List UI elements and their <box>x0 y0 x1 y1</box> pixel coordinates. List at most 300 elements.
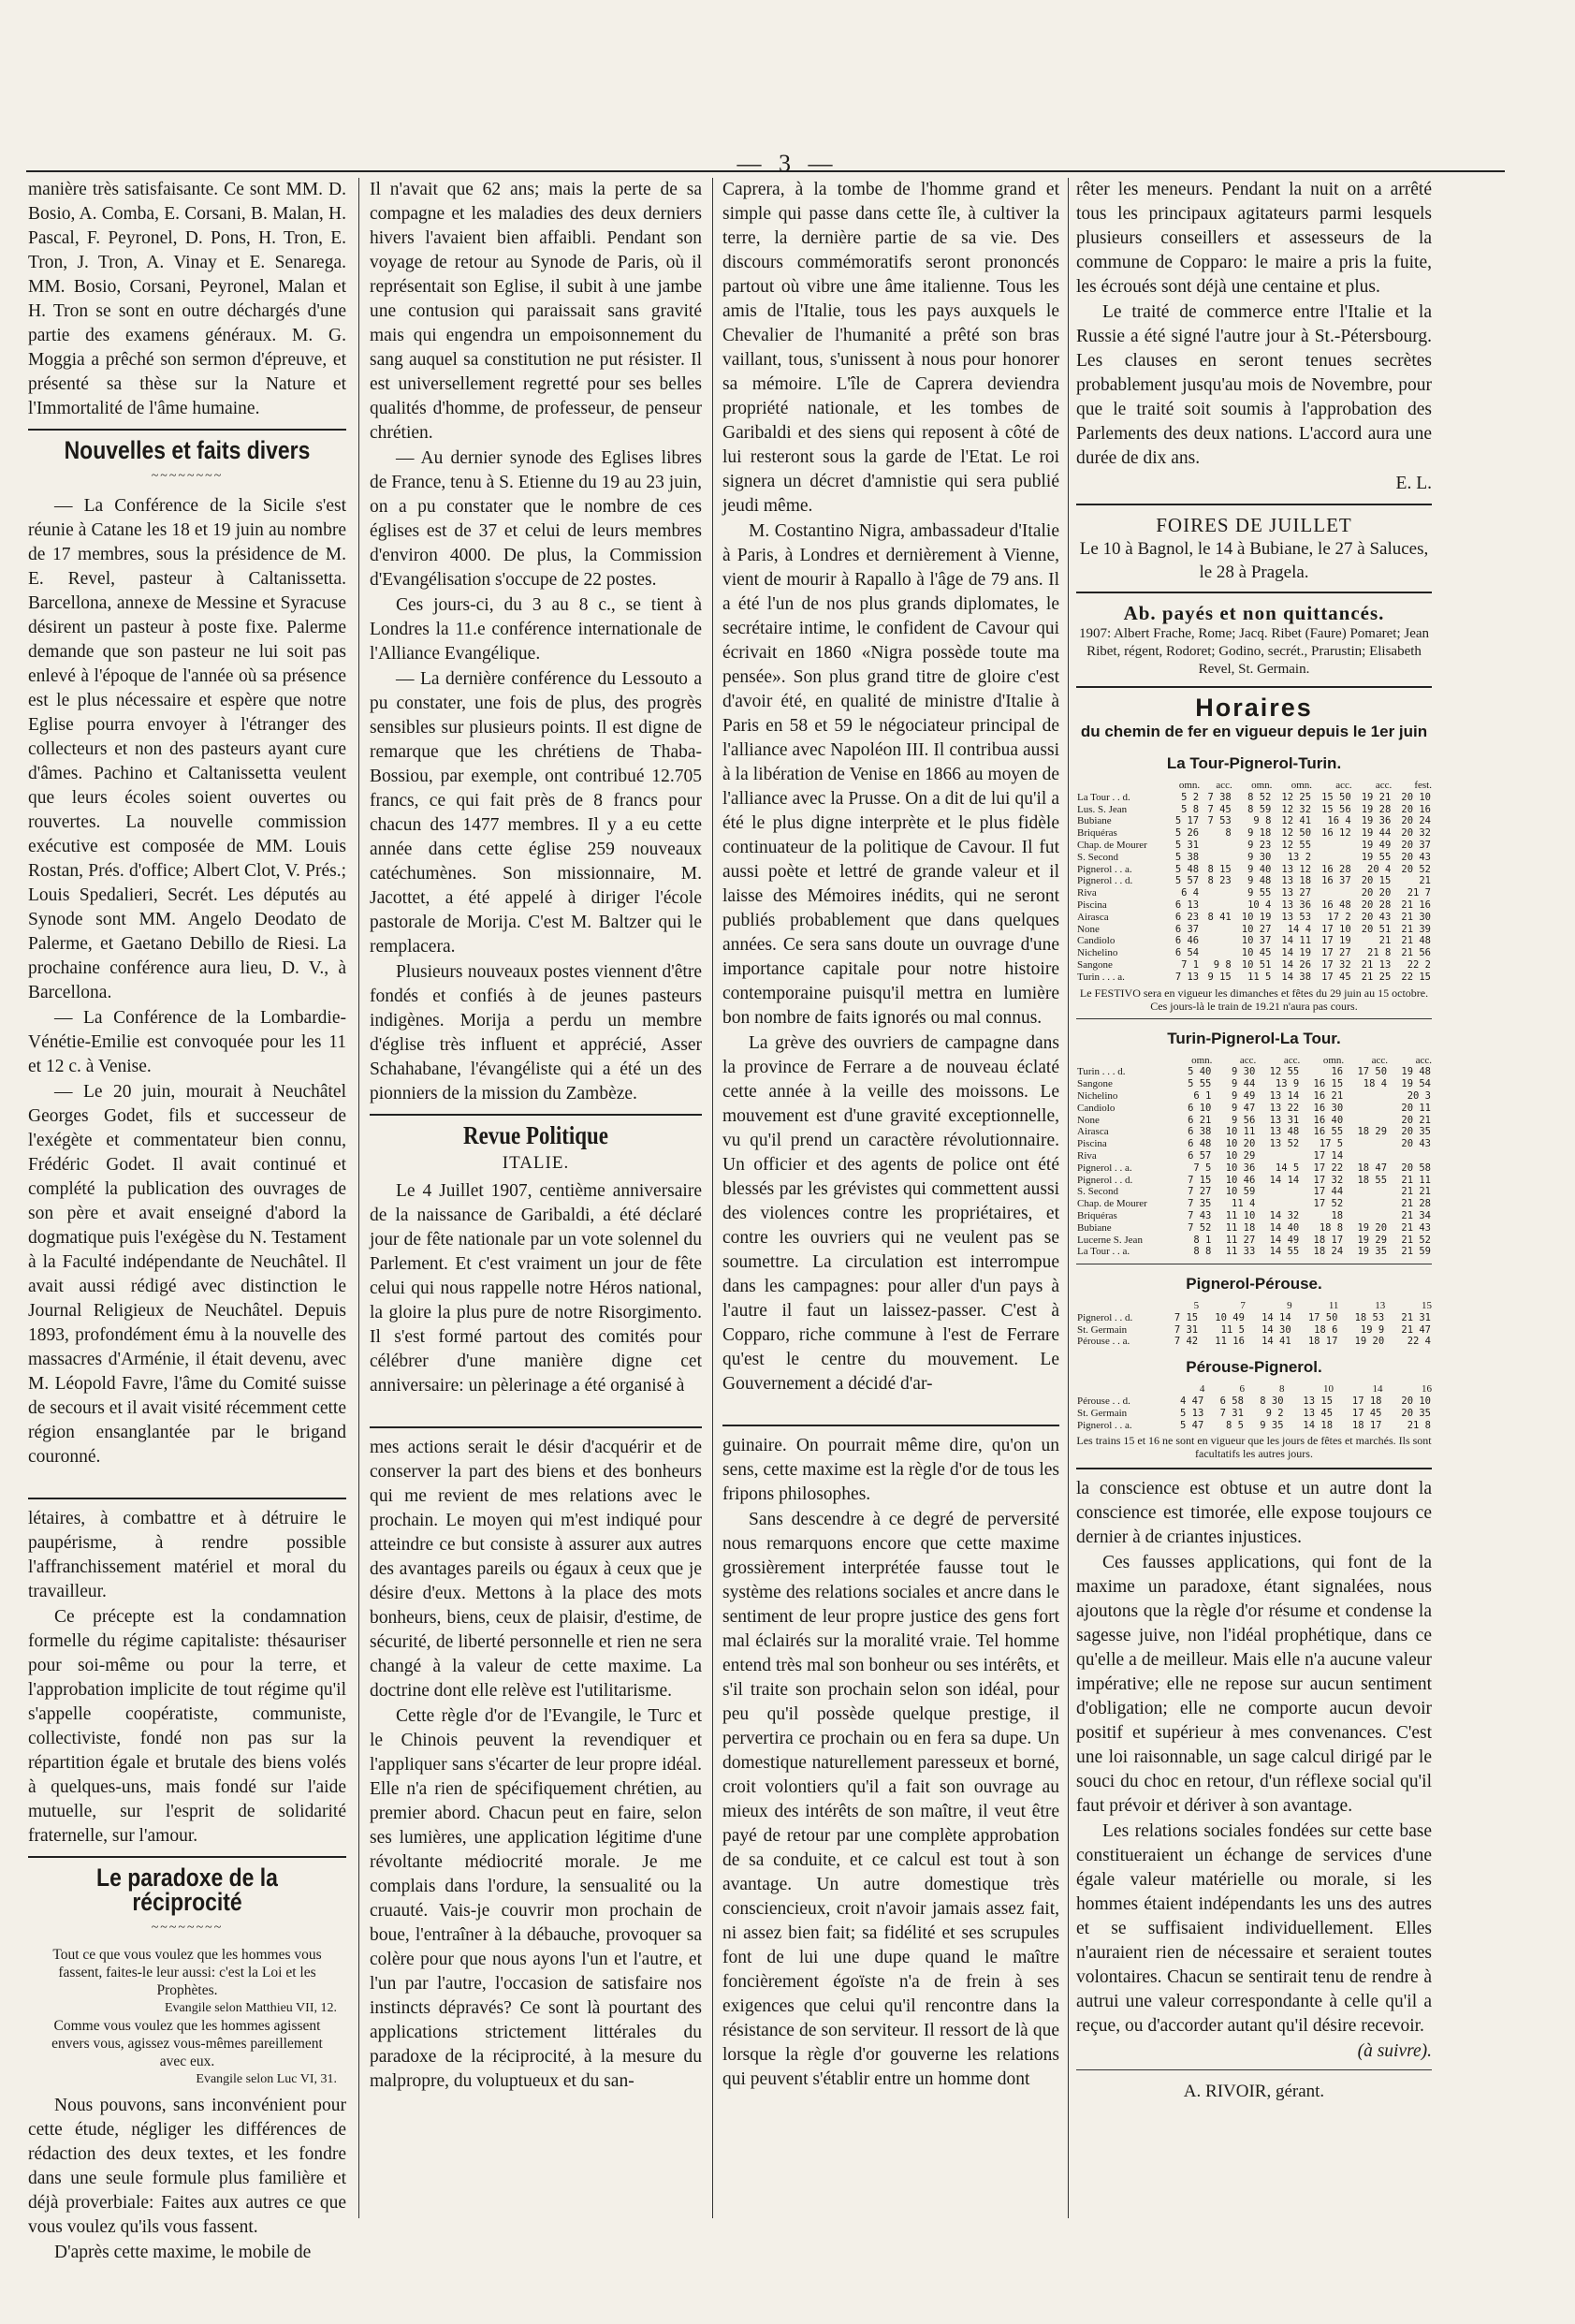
train-time: 14 49 <box>1269 1234 1300 1246</box>
train-time: 14 30 <box>1261 1323 1291 1336</box>
train-time: 14 40 <box>1269 1221 1300 1234</box>
timetable-note: Les trains 15 et 16 ne sont en vigueur que les jours de fêtes et marchés. Ils sont facultatifs les autres jours. <box>1076 1434 1432 1461</box>
timetable-row <box>1076 1150 1432 1162</box>
timetable-header-cell: 11 <box>1328 1300 1339 1312</box>
timetable-row <box>1076 1235 1432 1247</box>
train-time: 13 22 <box>1269 1102 1300 1114</box>
section-rule <box>1076 686 1432 688</box>
article-text: Il n'avait que 62 ans; mais la perte de sa compagne et les maladies des deux derniers hivers l'avaient bien affaibli. Pendant son voyage de retour au Synode de Paris, où il représentait son Eglise, il subit à une jambe une contusion qui paraissait sans gravité mais qui engendra un empoisonnement du sang auquel sa constitution ne put résister. Il est universellement regretté pour ses belles qualités d'homme, de professeur, de penseur chrétien. <box>370 180 702 443</box>
train-time: 18 55 <box>1357 1174 1388 1186</box>
train-time: 19 28 <box>1361 803 1392 815</box>
train-time: 10 4 <box>1247 899 1272 911</box>
train-time: 10 20 <box>1225 1138 1256 1150</box>
station-name: Chap. de Mourer <box>1077 839 1147 851</box>
article-text: rêter les meneurs. Pendant la nuit on a arrêté tous les principaux agitateurs parmi lesquels plusieurs conseillers et assesseurs de la commune de Copparo: le maire a pris la fuite, les écroués sont déjà une centaine et plus. <box>1076 180 1432 297</box>
train-time: 11 10 <box>1225 1209 1256 1221</box>
timetable-row <box>1076 1396 1432 1408</box>
train-time: 9 48 <box>1247 875 1272 887</box>
train-time <box>1200 852 1232 864</box>
train-time: 17 52 <box>1313 1198 1344 1210</box>
train-time <box>1200 947 1232 959</box>
train-time: 17 50 <box>1307 1311 1338 1323</box>
train-time: 13 45 <box>1303 1407 1334 1419</box>
train-time: 22 4 <box>1407 1336 1431 1348</box>
train-time: 18 17 <box>1307 1336 1338 1348</box>
timetable-header-cell: 8 <box>1279 1383 1285 1396</box>
train-time: 19 35 <box>1357 1246 1388 1258</box>
train-time: 21 30 <box>1401 911 1431 923</box>
page-number: — 3 — <box>736 150 839 177</box>
train-time: 7 43 <box>1188 1209 1212 1221</box>
train-time: 20 43 <box>1361 911 1392 923</box>
epigraph-source: Evangile selon Matthieu VII, 12. <box>164 2001 337 2015</box>
horaires-title: Horaires <box>1195 694 1313 722</box>
train-time: 10 27 <box>1241 923 1272 935</box>
ornament: ~~~~~~~~ <box>151 1921 224 1935</box>
timetable-row <box>1076 1138 1432 1150</box>
timetable-title: La Tour-Pignerol-Turin. <box>1166 754 1342 772</box>
timetable-header-cell: acc. <box>1283 1054 1301 1066</box>
timetable-row <box>1076 1078 1432 1090</box>
train-time: 14 5 <box>1275 1162 1300 1174</box>
station-name: Turin . . . a. <box>1077 971 1125 983</box>
timetable-row <box>1076 1312 1432 1324</box>
train-time: 5 17 <box>1174 815 1200 827</box>
train-time: 10 19 <box>1241 911 1272 923</box>
section-rule <box>370 1114 702 1116</box>
timetable-header-cell: fest. <box>1414 780 1432 791</box>
train-time: 19 21 <box>1361 791 1392 803</box>
timetable-header-cell <box>1076 1055 1176 1067</box>
train-time: 21 11 <box>1401 1174 1431 1186</box>
timetable-row <box>1076 1066 1432 1078</box>
train-time: 19 20 <box>1357 1221 1388 1234</box>
article-text: mes actions serait le désir d'acquérir et de conserver la part des biens et des bonheurs qui me revient de mes relations avec le prochain. Le moyen qui m'est indiqué pour atteindre ce but consiste à assurer aux autres des avantages pareils ou égaux à ceux que je désire d'eux. Mettons à la place des mots bonheurs, biens, ceux de plaisir, d'estime, de sécurité, de liberté personnelle et rien ne sera changé à la valeur de cette maxime. La doctrine dont elle relève est l'utilitarisme. <box>370 1438 702 1701</box>
train-time: 9 8 <box>1253 815 1272 827</box>
train-time: 17 5 <box>1319 1138 1344 1150</box>
timetable-row <box>1076 1210 1432 1222</box>
station-name: La Tour . . a. <box>1077 1246 1130 1258</box>
train-time: 17 22 <box>1313 1162 1344 1174</box>
train-time: 9 2 <box>1265 1407 1284 1419</box>
train-time: 16 4 <box>1327 815 1351 827</box>
train-time: 20 10 <box>1401 1396 1431 1408</box>
station-name: Chap. de Mourer <box>1077 1198 1147 1210</box>
train-time: 19 29 <box>1357 1234 1388 1246</box>
train-time: 6 46 <box>1174 935 1200 947</box>
train-time: 16 12 <box>1321 827 1351 840</box>
train-time: 14 19 <box>1281 947 1312 959</box>
train-time: 20 35 <box>1401 1126 1431 1138</box>
news-item: Ces jours-ci, du 3 au 8 c., se tient à Londres la 11.e conférence internationale de l'Alliance Evangélique. <box>370 595 702 664</box>
timetable-row <box>1076 840 1432 852</box>
column-4 <box>1076 178 1432 2218</box>
station-name: Pérouse . . a. <box>1077 1336 1130 1348</box>
train-time: 7 5 <box>1193 1162 1212 1174</box>
timetable-header-cell: acc. <box>1239 1054 1257 1066</box>
train-time: 20 43 <box>1401 851 1431 863</box>
author-initials: E. L. <box>1395 474 1432 493</box>
timetable <box>1076 1383 1432 1431</box>
timetable-row <box>1076 1408 1432 1420</box>
train-time: 21 21 <box>1401 1186 1431 1198</box>
train-time: 6 1 <box>1193 1089 1212 1102</box>
train-time: 18 24 <box>1313 1246 1344 1258</box>
timetable-header-cell: acc. <box>1335 780 1352 791</box>
station-name: S. Second <box>1077 1186 1118 1198</box>
timetable-header-cell: omn. <box>1291 780 1313 791</box>
section-rule <box>1076 504 1432 505</box>
news-item: Plusieurs nouveaux postes viennent d'être fondés et confiés à de jeunes pasteurs indigènes. Morija a perdu un membre d'église très influent et apprécié, Asser Schahabane, l'évangéliste qui a été un des pionniers de la mission du Zambèze. <box>370 962 702 1104</box>
train-time: 17 32 <box>1321 958 1351 971</box>
train-time: 20 51 <box>1361 923 1392 935</box>
timetable-note: Le FESTIVO sera en vigueur les dimanches et fêtes du 29 juin au 15 octobre. Ces jours-là le train de 19.21 n'aura pas cours. <box>1079 986 1429 1013</box>
train-time: 11 16 <box>1215 1336 1245 1348</box>
train-time: 5 48 <box>1174 863 1200 875</box>
train-time: 4 47 <box>1180 1396 1204 1408</box>
train-time: 17 14 <box>1313 1149 1344 1162</box>
train-time: 6 58 <box>1219 1396 1244 1408</box>
timetable-row <box>1076 792 1432 804</box>
train-time: 14 38 <box>1281 971 1312 983</box>
train-time: 18 47 <box>1357 1162 1388 1174</box>
train-time: 11 5 <box>1247 971 1272 983</box>
train-time <box>1344 1115 1388 1127</box>
signature: A. RIVOIR, gérant. <box>1183 2082 1325 2102</box>
station-name: Bubiane <box>1077 1221 1112 1234</box>
section-rule <box>1076 1018 1432 1019</box>
train-time: 8 41 <box>1207 911 1232 923</box>
train-time: 19 55 <box>1361 851 1392 863</box>
article-text: guinaire. On pourrait même dire, qu'on un sens, cette maxime est la règle d'or de tous les fripons philosophes. <box>722 1436 1059 1504</box>
train-time: 20 10 <box>1401 791 1431 803</box>
timetable-header-cell: 13 <box>1375 1300 1386 1312</box>
timetable-row <box>1076 815 1432 827</box>
train-time <box>1200 924 1232 936</box>
article-text: la conscience est obtuse et un autre dont la conscience est timorée, elle expose toujours ce dernier à de criantes injustices. <box>1076 1479 1432 1548</box>
station-name: Piscina <box>1077 1138 1107 1150</box>
top-rule <box>26 170 1505 172</box>
station-name: Sangone <box>1077 1078 1113 1090</box>
train-time <box>1256 1150 1300 1162</box>
train-time: 20 4 <box>1367 863 1392 875</box>
train-time: 9 56 <box>1232 1114 1256 1126</box>
timetable-row <box>1076 1090 1432 1103</box>
article-text: Ce précepte est la condamnation formelle du régime capitaliste: thésauriser pour soi-même ou pour la terre, et l'approbation implicite de tout régime qu'il s'appelle coopératiste, communiste, collectiviste, fondé non pas sur la répartition égale et brutale des biens volés à quelques-uns, mais fondé sur l'aide mutuelle, sur l'esprit de solidarité fraternelle, sur l'amour. <box>28 1607 346 1846</box>
train-time: 5 55 <box>1188 1078 1212 1090</box>
column-3 <box>722 178 1059 2218</box>
train-time: 9 40 <box>1247 863 1272 875</box>
train-time: 16 28 <box>1321 863 1351 875</box>
train-time: 19 36 <box>1361 815 1392 827</box>
train-time: 17 32 <box>1313 1174 1344 1186</box>
train-time: 21 13 <box>1361 958 1392 971</box>
timetable-header-row <box>1076 1383 1432 1396</box>
train-time: 17 2 <box>1327 911 1351 923</box>
train-time: 11 33 <box>1225 1246 1256 1258</box>
timetable-header-cell: acc. <box>1415 1054 1432 1066</box>
station-name: Pignerol . . d. <box>1077 1311 1133 1323</box>
train-time: 8 <box>1225 827 1232 840</box>
station-name: Airasca <box>1077 911 1109 923</box>
epigraph-source: Evangile selon Luc VI, 31. <box>196 2072 337 2086</box>
train-time: 9 44 <box>1232 1078 1256 1090</box>
train-time: 18 29 <box>1357 1126 1388 1138</box>
train-time: 5 47 <box>1180 1419 1204 1431</box>
column-1 <box>28 178 346 2262</box>
station-name: Briquéras <box>1077 1209 1117 1221</box>
station-name: Lus. S. Jean <box>1077 803 1128 815</box>
train-time: 13 27 <box>1281 887 1312 899</box>
station-name: Sangone <box>1077 958 1113 971</box>
train-time: 16 40 <box>1313 1114 1344 1126</box>
train-time <box>1312 887 1352 899</box>
train-time: 13 12 <box>1281 863 1312 875</box>
subscriptions-title: Ab. payés et non quittancés. <box>1123 602 1385 624</box>
section-rule <box>28 429 346 431</box>
timetable-header-cell: acc. <box>1216 780 1232 791</box>
train-time: 19 20 <box>1354 1336 1385 1348</box>
article-text: manière très satisfaisante. Ce sont MM. D. Bosio, A. Comba, E. Corsani, B. Malan, H. Pascal, F. Peyronel, D. Pons, H. Tron, E. Tron, J. Tron, A. Vinay et E. Senarega. MM. Bosio, Corsani, Peyronel, Malan et H. Tron se sont en outre déchargés d'une partie des examens généraux. M. G. Moggia a prêché son sermon d'épreuve, et présenté sa thèse sur la Nature et l'Immortalité de l'âme humaine. <box>28 180 346 418</box>
train-time: 5 8 <box>1181 803 1200 815</box>
timetable-row <box>1076 864 1432 876</box>
train-time: 20 58 <box>1401 1162 1431 1174</box>
station-name: None <box>1077 1114 1100 1126</box>
timetable-header-cell: omn. <box>1251 780 1273 791</box>
train-time <box>1344 1103 1388 1115</box>
timetable-row <box>1076 1222 1432 1235</box>
train-time: 13 53 <box>1281 911 1312 923</box>
station-name: S. Second <box>1077 851 1118 863</box>
train-time: 13 52 <box>1269 1138 1300 1150</box>
station-name: Pignerol . . a. <box>1077 1419 1132 1431</box>
train-time: 7 27 <box>1188 1186 1212 1198</box>
timetable-row <box>1076 1103 1432 1115</box>
train-time: 12 25 <box>1281 791 1312 803</box>
train-time: 7 13 <box>1174 971 1200 983</box>
train-time: 17 44 <box>1313 1186 1344 1198</box>
horaires-subtitle: du chemin de fer en vigueur depuis le 1er juin <box>1080 723 1428 740</box>
to-be-continued: (à suivre). <box>1357 2041 1432 2062</box>
train-time: 20 35 <box>1401 1407 1431 1419</box>
news-item: — La dernière conférence du Lessouto a pu constater, une fois de plus, des progrès sensibles sur plusieurs points. Il est digne de remarque que les chrétiens de Thaba-Bossiou, par exemple, ont contribué 12.705 francs, ce qui fait près de 8 francs pour chacun des 1477 membres. Il y a eu cette année dans cette église 259 nouveaux catéchumènes. Son missionnaire, M. Jacottet, a été appelé à diriger l'école pastorale de Morija. C'est M. Baltzer qui le remplacera. <box>370 669 702 957</box>
train-time: 21 28 <box>1401 1198 1431 1210</box>
train-time: 9 49 <box>1232 1089 1256 1102</box>
train-time <box>1388 1150 1432 1162</box>
train-time: 10 59 <box>1225 1186 1256 1198</box>
train-time: 6 37 <box>1174 923 1200 935</box>
train-time: 5 2 <box>1181 791 1200 803</box>
train-time: 21 59 <box>1401 1246 1431 1258</box>
train-time: 17 45 <box>1351 1407 1382 1419</box>
train-time: 14 14 <box>1261 1311 1291 1323</box>
timetable-header-cell: 6 <box>1239 1383 1245 1396</box>
train-time: 9 30 <box>1232 1066 1256 1078</box>
timetable-row <box>1076 875 1432 887</box>
train-time: 14 32 <box>1269 1209 1300 1221</box>
timetable-row <box>1076 1186 1432 1198</box>
train-time: 19 49 <box>1361 839 1392 851</box>
train-time: 8 15 <box>1207 863 1232 875</box>
train-time: 18 17 <box>1351 1419 1382 1431</box>
ornament: ~~~~~~~~ <box>151 469 224 483</box>
train-time: 15 50 <box>1321 791 1351 803</box>
train-time: 10 11 <box>1225 1126 1256 1138</box>
train-time: 12 50 <box>1281 827 1312 840</box>
train-time: 6 54 <box>1174 947 1200 959</box>
article-text: Nous pouvons, sans inconvénient pour cette étude, négliger les différences de rédaction des deux textes, et les fondre dans une seule formule plus familière et déjà proverbiale: Faites aux autres ce que vous voulez qu'ils vous fassent. <box>28 2096 346 2237</box>
epigraph-text: Comme vous voulez que les hommes agissent envers vous, agissez vous-mêmes pareillement avec eux. <box>51 2018 323 2069</box>
train-time: 21 52 <box>1401 1234 1431 1246</box>
timetable-row <box>1076 935 1432 947</box>
train-time: 10 29 <box>1225 1149 1256 1162</box>
train-time: 9 55 <box>1247 887 1272 899</box>
news-item: — La Conférence de la Sicile s'est réunie à Catane les 18 et 19 juin au nombre de 17 membres, sous la présidence de M. E. Revel, pasteur à Caltanissetta. Barcellona, annexe de Messine et Syracuse désirent un pasteur à poste fixe. Palerme demande que son pasteur ne lui soit pas enlevé à l'époque de l'année où sa présence est le plus nécessaire et espère que notre Eglise pourra envoyer à l'étranger des collecteurs et non des pasteurs ayant cure d'âmes. Pachino et Caltanissetta veulent que leurs écoles soient ouvertes ou rouvertes. La nouvelle commission exécutive est composée de MM. Louis Rostan, Prés. d'office; Albert Clot, V. Prés.; Louis Spedalieri, Secrét. Les députés au Synode sont MM. Angelo Deodato de Palerme, et Gaetano Debillo de Riesi. La prochaine conférence aura lieu, D. V., à Barcellona. <box>28 496 346 1002</box>
section-title-paradoxe: Le paradoxe de la réciprocité <box>96 1864 278 1916</box>
train-time: 5 31 <box>1174 839 1200 851</box>
train-time: 16 <box>1331 1066 1344 1078</box>
train-time: 21 31 <box>1401 1311 1431 1323</box>
train-time: 19 54 <box>1401 1078 1431 1090</box>
article-text: Ces fausses applications, qui font de la maxime un paradoxe, étant signalées, nous ajoutons que la règle d'or résume et condense la sagesse juive, non l'idéal prophétique, dans ce qu'elle a de meilleur. Mais elle n'a aucune valeur impérative; elle ne repose sur aucun sentiment d'obligation; elle ne comporte aucun devoir positif et supérieur à mes convenances. C'est une loi raisonnable, un sage calcul dirigé par le souci du choc en retour, d'un réflexe social qu'il faut prévoir et dériver à son avantage. <box>1076 1553 1432 1817</box>
train-time <box>1312 852 1352 864</box>
train-time: 16 30 <box>1313 1102 1344 1114</box>
train-time: 16 37 <box>1321 875 1351 887</box>
train-time: 7 52 <box>1188 1221 1212 1234</box>
train-time: 6 21 <box>1188 1114 1212 1126</box>
timetable-row <box>1076 887 1432 899</box>
train-time: 8 1 <box>1193 1234 1212 1246</box>
station-name: Pignerol . . a. <box>1077 863 1132 875</box>
train-time: 16 55 <box>1313 1126 1344 1138</box>
train-time: 13 18 <box>1281 875 1312 887</box>
train-time: 5 13 <box>1180 1407 1204 1419</box>
train-time: 22 2 <box>1407 958 1431 971</box>
timetable-row <box>1076 1175 1432 1187</box>
station-name: Bubiane <box>1077 815 1112 827</box>
article-text: Sans descendre à ce degré de perversité nous remarquons encore que cette maxime grossièrement interprétée fausse tout le système des relations sociales et ancre dans le sentiment de leur propre justice des gens fort mal éclairés sur la moralité vraie. Tel homme entend très mal son bonheur ou ses intérêts, et s'il traite son prochain selon son idéal, pour peu qu'il possède quelque prestige, il pervertira ce prochain ou en fera sa dupe. Un domestique naturellement paresseux et borné, croit volontiers qu'il a fait son ouvrage au mieux des intérêts de son maître, il veut être payé de retour par une complète approbation de sa conduite, et ce calcul est tout à son avantage. Un autre domestique très consciencieux, croit n'avoir jamais assez fait, ni assez bien fait; sa fidélité et ses scrupules font de lui une dupe quand le maître foncièrement égoïste n'a de frein à ses exigences que celui qu'il rencontre dans la résistance de son serviteur. Il ressort de là que lorsque la règle d'or gouverne les relations qui peuvent s'établir entre un homme dont <box>722 1510 1059 2089</box>
column-2 <box>370 178 702 2218</box>
train-time <box>1200 935 1232 947</box>
timetable-row <box>1076 852 1432 864</box>
train-time <box>1344 1090 1388 1103</box>
station-name: Lucerne S. Jean <box>1077 1234 1143 1246</box>
train-time: 20 24 <box>1401 815 1431 827</box>
section-title-revue: Revue Politique <box>463 1121 608 1149</box>
timetable-header-cell: omn. <box>1191 1054 1213 1066</box>
train-time: 14 55 <box>1269 1246 1300 1258</box>
station-name: Riva <box>1077 1149 1097 1162</box>
timetable-row <box>1076 924 1432 936</box>
article-text: Le traité de commerce entre l'Italie et la Russie a été signé l'autre jour à St.-Pétersbourg. Les clauses en seront tenues secrètes probablement jusqu'au mois de Novembre, pour que le traité soit soumis à l'approbation des Parlements des deux nations. L'accord aura une durée de dix ans. <box>1076 302 1432 468</box>
train-time: 17 18 <box>1351 1396 1382 1408</box>
timetable-row <box>1076 959 1432 972</box>
timetable-row <box>1076 1126 1432 1138</box>
news-item: — La Conférence de la Lombardie-Vénétie-Emilie est convoquée pour les 11 et 12 c. à Venise. <box>28 1008 346 1076</box>
station-name: Pignerol . . d. <box>1077 875 1133 887</box>
train-time <box>1344 1186 1388 1198</box>
timetable-header-cell: acc. <box>1371 1054 1389 1066</box>
train-time: 21 8 <box>1407 1419 1431 1431</box>
timetable-header-cell: omn. <box>1178 780 1201 791</box>
section-rule <box>1076 2069 1432 2070</box>
train-time: 21 25 <box>1361 971 1392 983</box>
timetable-row <box>1076 912 1432 924</box>
timetable-row <box>1076 972 1432 984</box>
foires-body: Le 10 à Bagnol, le 14 à Bubiane, le 27 à Saluces, le 28 à Pragela. <box>1079 539 1429 582</box>
station-name: Briquéras <box>1077 827 1117 840</box>
timetable-header-cell <box>1076 1383 1165 1396</box>
train-time: 18 4 <box>1363 1078 1388 1090</box>
train-time: 18 17 <box>1313 1234 1344 1246</box>
station-name: Airasca <box>1077 1126 1109 1138</box>
train-time: 21 8 <box>1367 947 1392 959</box>
train-time: 8 59 <box>1247 803 1272 815</box>
train-time: 21 47 <box>1401 1323 1431 1336</box>
train-time: 17 19 <box>1321 935 1351 947</box>
train-time: 21 39 <box>1401 923 1431 935</box>
train-time: 7 45 <box>1207 803 1232 815</box>
article-text: La grève des ouvriers de campagne dans la province de Ferrare a de nouveau éclaté cette année à la veille des moissons. Le mouvement est d'une gravité exceptionnelle, vu qu'il prend un caractère révolutionnaire. Un officier et des agents de police ont été blessés par les grévistes qui commettent aussi des violences contre les propriétaires, et contre les ouvriers qui ne veulent pas se soumettre. La circulation est interrompue dans les campagnes: pour aller d'un pays à l'autre il faut un laissez-passer. C'est à Copparo, riche commune à l'est de Ferrare qu'est le centre du mouvement. Le Gouvernement a décidé d'ar- <box>722 1033 1059 1394</box>
train-time: 8 52 <box>1247 791 1272 803</box>
train-time: 7 15 <box>1174 1311 1199 1323</box>
train-time: 7 31 <box>1174 1323 1199 1336</box>
train-time: 17 10 <box>1321 923 1351 935</box>
foires-title: FOIRES DE JUILLET <box>1156 514 1352 536</box>
article-text: M. Costantino Nigra, ambassadeur d'Italie à Paris, à Londres et dernièrement à Vienne, vient de mourir à Rapallo à l'âge de 79 ans. Il a été l'un de nos plus grands diplomates, le secrétaire intime, le confident de Cavour qui écrivait en 1860 «Nigra possède toute ma pensée». Son plus grand titre de gloire c'est d'avoir été, en qualité de ministre d'Italie à Paris en 58 et 59 le négociateur principal de l'alliance avec Napoléon III. Il contribua aussi à la libération de Venise en 1866 au moyen de l'alliance avec la Prusse. On a dit de lui qu'il a été le plus digne interprète et le plus fidèle continuateur de la politique de Cavour. Il fut aussi poète et lettré de grande valeur et il laisse des Mémoires inédits, qui ne seront publiés probablement que dans quelques années. Ce sera sans doute un ouvrage d'une importance capitale pour notre histoire contemporaine puisqu'il mettra en lumière bon nombre de faits ignorés ou mal connus. <box>722 521 1059 1028</box>
train-time: 9 23 <box>1247 839 1272 851</box>
train-time: 13 14 <box>1269 1089 1300 1102</box>
train-time: 10 51 <box>1241 958 1272 971</box>
timetable-title: Pignerol-Pérouse. <box>1186 1275 1322 1294</box>
train-time: 10 49 <box>1215 1311 1245 1323</box>
train-time: 14 11 <box>1281 935 1312 947</box>
train-time: 9 30 <box>1247 851 1272 863</box>
train-time: 20 15 <box>1361 875 1392 887</box>
timetable-row <box>1076 947 1432 959</box>
train-time: 20 3 <box>1407 1089 1431 1102</box>
train-time: 21 43 <box>1401 1221 1431 1234</box>
timetable-header-row <box>1076 1300 1432 1312</box>
timetable-header-cell: 14 <box>1372 1383 1383 1396</box>
train-time: 20 11 <box>1401 1102 1431 1114</box>
train-time: 18 8 <box>1319 1221 1344 1234</box>
train-time: 5 26 <box>1174 827 1200 840</box>
train-time: 20 32 <box>1401 827 1431 840</box>
train-time: 18 <box>1331 1209 1344 1221</box>
train-time: 7 31 <box>1219 1407 1244 1419</box>
train-time <box>1344 1150 1388 1162</box>
train-time: 12 32 <box>1281 803 1312 815</box>
train-time <box>1200 899 1232 912</box>
train-time: 7 35 <box>1188 1198 1212 1210</box>
train-time: 12 41 <box>1281 815 1312 827</box>
train-time: 20 20 <box>1361 887 1392 899</box>
train-time: 13 31 <box>1269 1114 1300 1126</box>
train-time <box>1344 1198 1388 1210</box>
train-time: 9 35 <box>1260 1419 1284 1431</box>
train-time: 13 2 <box>1287 851 1312 863</box>
section-rule <box>722 1425 1059 1426</box>
column-divider <box>712 178 713 2218</box>
train-time: 13 15 <box>1303 1396 1334 1408</box>
timetable-row <box>1076 1115 1432 1127</box>
article-text: Caprera, à la tombe de l'homme grand et simple qui passe dans cette île, à cultiver la terre, la dernière partie de sa vie. Des discours commémoratifs seront prononcés partout où vibre une âme italienne. Tous les amis de l'Italie, tous les pays auxquels le Chevalier de l'humanité a prêté son bras vaillant, tous, s'unissent à nous pour honorer sa mémoire. L'île de Caprera deviendra propriété nationale, et les tombes de Garibaldi et des siens qui reposent à côté de lui resteront sous la garde de l'Etat. Le roi signera un décret d'amnistie qui sera publié jeudi même. <box>722 180 1059 516</box>
train-time: 21 <box>1378 935 1392 947</box>
article-text: Les relations sociales fondées sur cette base constitueraient un échange de services d'une égale valeur matérielle ou morale, si les hommes étaient indépendants les uns des autres et se suffisaient individuellement. Elles n'auraient rien de nécessaire et seraient toutes volontaires. Chacun se sentirait tenu de rendre à autrui une valeur correspondante à celle qu'il a reçue, ou d'accorder autant qu'il désire recevoir. <box>1076 1821 1432 2037</box>
train-time: 11 5 <box>1220 1323 1245 1336</box>
timetable-title: Pérouse-Pignerol. <box>1186 1358 1322 1377</box>
